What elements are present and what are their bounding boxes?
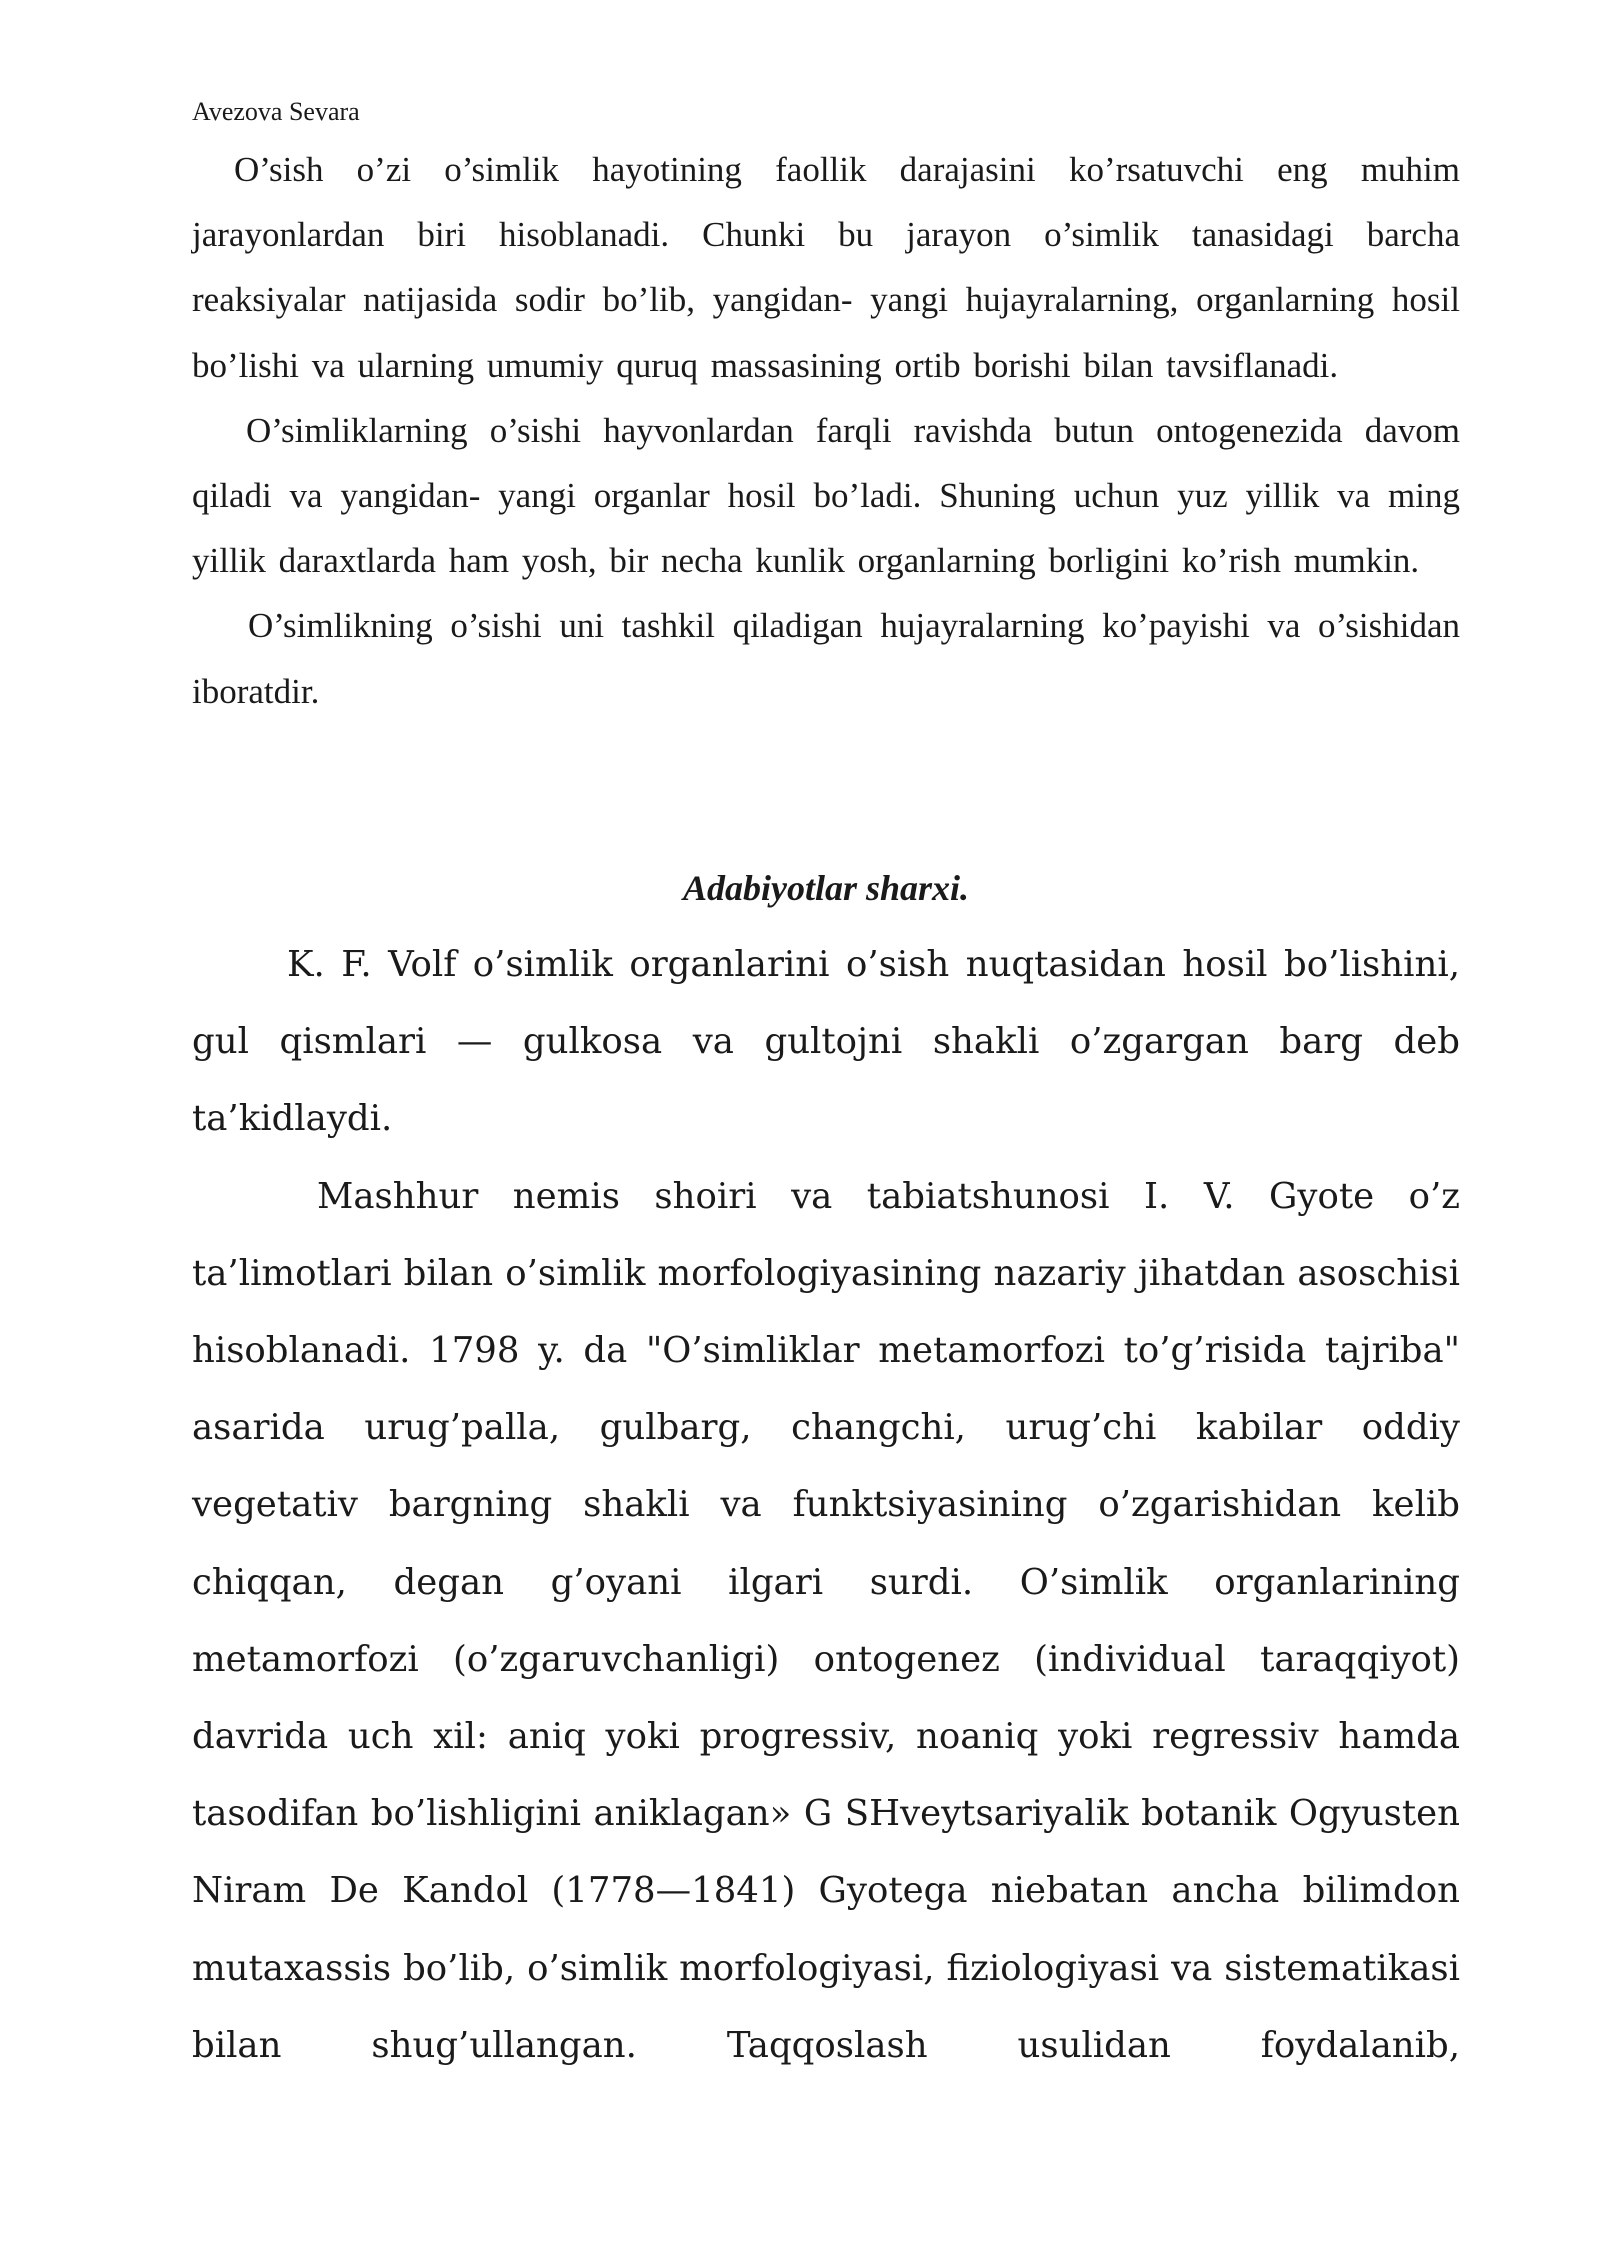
header-author: Avezova Sevara	[192, 97, 360, 126]
paragraph: O’sish o’zi o’simlik hayotining faollik darajasini ko’rsatuvchi eng muhim jarayonlardan biri hisoblanadi. Chunki bu jarayon o’simlik tanasidagi barcha reaksiyalar natijasida sodir bo’lib, yangidan- yangi hujayralarning, organlarning hosil bo’lishi va ularning umumiy quruq massasining ortib borishi bilan tavsiflanadi.	[192, 150, 1460, 385]
literature-review-section	[192, 926, 1460, 2084]
section-heading: Adabiyotlar sharxi.	[682, 868, 970, 908]
paragraph: O’simliklarning o’sishi hayvonlardan farqli ravishda butun ontogenezida davom qiladi va yangidan- yangi organlar hosil bo’ladi. Shuning uchun yuz yillik va ming yillik daraxtlarda ham yosh, bir necha kunlik organlarning borligini ko’rish mumkin.	[192, 410, 1460, 581]
paragraph: Mashhur nemis shoiri va tabiatshunosi I. V. Gyote o’z ta’limotlari bilan o’simlik morfologiyasining nazariy jihatdan asoschisi hisoblanadi. 1798 y. da "O’simliklar metamorfozi to’g’risida tajriba" asarida urug’palla, gulbarg, changchi, urug’chi kabilar oddiy vegetativ bargning shakli va funktsiyasining o’zgarishidan kelib chiqqan, degan g’oyani ilgari surdi. O’simlik organlarining metamorfozi (o’zgaruvchanligi) ontogenez (individual taraqqiyot) davrida uch xil: aniq yoki progressiv, noaniq yoki regressiv hamda tasodifan bo’lishligini aniklagan» G SHveytsariyalik botanik Ogyusten Niram De Kandol (1778—1841) Gyotega niebatan ancha bilimdon mutaxassis bo’lib, o’simlik morfologiyasi, fiziologiyasi va sistematikasi bilan shug’ullangan. Taqqoslash usulidan foydalanib,	[192, 1175, 1460, 2066]
paragraph: O’simlikning o’sishi uni tashkil qiladigan hujayralarning ko’payishi va o’sishidan iboratdir.	[192, 606, 1460, 711]
intro-section	[192, 137, 1460, 724]
paragraph: K. F. Volf o’simlik organlarini o’sish nuqtasidan hosil bo’lishini, gul qismlari — gulkosa va gultojni shakli o’zgargan barg deb ta’kidlaydi.	[192, 944, 1460, 1140]
